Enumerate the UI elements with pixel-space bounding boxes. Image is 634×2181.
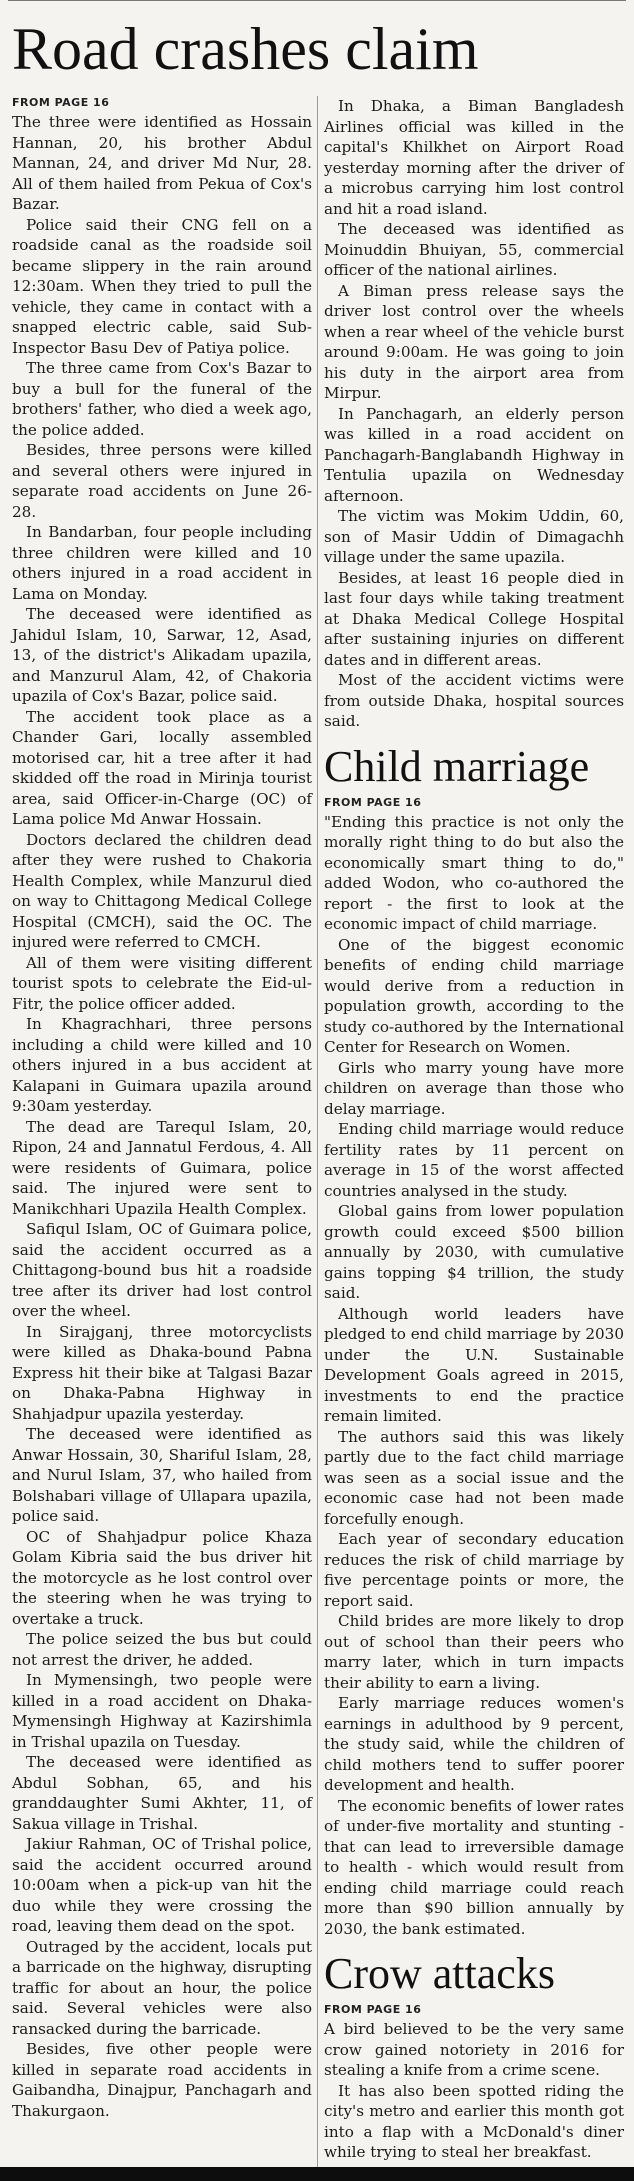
road-article-body: [12, 112, 312, 2121]
paragraph: The police seized the bus but could not arrest the driver, he added.: [12, 1630, 312, 1669]
paragraph: It has also been spotted riding the city's metro and earlier this month got into a flap with a McDonald's diner while trying to steal her breakfast.: [324, 2081, 624, 2161]
paragraph: Outraged by the accident, locals put a barricade on the highway, disrupting traffic for about an hour, the police said. Several vehicles were also ransacked during the barricade.: [12, 1937, 312, 2038]
right-column: [324, 96, 624, 2163]
paragraph: The victim was Mokim Uddin, 60, son of Masir Uddin of Dimagachh village under the same upazila.: [324, 507, 624, 566]
paragraph: All of them were visiting different tourist spots to celebrate the Eid-ul-Fitr, the police officer added.: [12, 953, 312, 1013]
paragraph: The authors said this was likely partly due to the fact child marriage was seen as a social issue and the economic case had not been made forcefully enough.: [324, 1427, 624, 1528]
road-headline: Road crashes claim: [12, 16, 479, 82]
road-kicker: FROM PAGE 16: [12, 96, 110, 109]
paragraph: The deceased were identified as Abdul Sobhan, 65, and his granddaughter Sumi Akhter, 11, of Sakua village in Trishal.: [12, 1753, 312, 1833]
paragraph: Most of the accident victims were from outside Dhaka, hospital sources said.: [324, 671, 624, 730]
road-article-column: [12, 96, 312, 2121]
paragraph: The deceased was identified as Moinuddin Bhuiyan, 55, commercial officer of the national airlines.: [324, 220, 624, 279]
child-marriage-headline: Child marriage: [324, 741, 590, 791]
paragraph: One of the biggest economic benefits of ending child marriage would derive from a reduction in population growth, according to the study co-authored by the International Center for Research on Women.: [324, 935, 624, 1056]
paragraph: Besides, at least 16 people died in last four days while taking treatment at Dhaka Medical College Hospital after sustaining injuries on different dates and in different areas.: [324, 568, 624, 669]
top-rule: [8, 0, 626, 5]
paragraph: The three came from Cox's Bazar to buy a bull for the funeral of the brothers' father, who died a week ago, the police added.: [12, 359, 312, 439]
crow-attacks-body: [324, 2019, 624, 2163]
paragraph: In Dhaka, a Biman Bangladesh Airlines official was killed in the capital's Khilkhet on Airport Road yesterday morning after the driver of a microbus carrying him lost control and hit a road island.: [324, 97, 624, 218]
paragraph: The dead are Tarequl Islam, 20, Ripon, 24 and Jannatul Ferdous, 4. All were residents of Guimara, police said. The injured were sent to Manikchhari Upazila Health Complex.: [12, 1117, 312, 1218]
paragraph: In Mymensingh, two people were killed in a road accident on Dhaka-Mymensingh Highway at Kazirshimla in Trishal upazila on Tuesday.: [12, 1671, 312, 1751]
paragraph: Besides, three persons were killed and several others were injured in separate road accidents on June 26-28.: [12, 441, 312, 521]
paragraph: Child brides are more likely to drop out of school than their peers who marry later, which in turn impacts their ability to earn a living.: [324, 1612, 624, 1692]
paragraph: Although world leaders have pledged to end child marriage by 2030 under the U.N. Sustainable Development Goals agreed in 2015, investments to end the practice remain limited.: [324, 1304, 624, 1425]
paragraph: In Sirajganj, three motorcyclists were killed as Dhaka-bound Pabna Express hit their bike at Talgasi Bazar on Dhaka-Pabna Highway in Shahjadpur upazila yesterday.: [12, 1322, 312, 1423]
paragraph: Each year of secondary education reduces the risk of child marriage by five percentage points or more, the report said.: [324, 1530, 624, 1610]
child-marriage-body: [324, 812, 624, 1940]
paragraph: OC of Shahjadpur police Khaza Golam Kibria said the bus driver hit the motorcycle as he lost control over the steering when he was trying to overtake a truck.: [12, 1527, 312, 1628]
paragraph: The economic benefits of lower rates of under-five mortality and stunting - that can lead to irreversible damage to health - which would result from ending child marriage could reach more than $90 billion annually by 2030, the bank estimated.: [324, 1796, 624, 1938]
paragraph: Safiqul Islam, OC of Guimara police, said the accident occurred as a Chittagong-bound bus hit a roadside tree after its driver had lost control over the wheel.: [12, 1220, 312, 1320]
road-article-continued: [324, 96, 624, 732]
paragraph: The deceased were identified as Anwar Hossain, 30, Shariful Islam, 28, and Nurul Islam, 37, who hailed from Bolshabari village of Ullapara upazila, police said.: [12, 1425, 312, 1525]
paragraph: In Khagrachhari, three persons including a child were killed and 10 others injured in a bus accident at Kalapani in Guimara upazila around 9:30am yesterday.: [12, 1015, 312, 1115]
paragraph: Doctors declared the children dead after they were rushed to Chakoria Health Complex, while Manzurul died on way to Chittagong Medical College Hospital (CMCH), said the OC. The injured were referred to CMCH.: [12, 830, 312, 951]
bottom-bar: [0, 2167, 634, 2181]
paragraph: Jakiur Rahman, OC of Trishal police, said the accident occurred around 10:00am when a pick-up van hit the duo while they were crossing the road, leaving them dead on the spot.: [12, 1835, 312, 1935]
paragraph: The accident took place as a Chander Gari, locally assembled motorised car, hit a tree after it had skidded off the road in Mirinja tourist area, said Officer-in-Charge (OC) of Lama police Md Anwar Hossain.: [12, 707, 312, 828]
child-marriage-kicker: FROM PAGE 16: [324, 795, 422, 809]
paragraph: A bird believed to be the very same crow gained notoriety in 2016 for stealing a knife from a crime scene.: [324, 2020, 624, 2079]
paragraph: In Bandarban, four people including three children were killed and 10 others injured in a road accident in Lama on Monday.: [12, 523, 312, 603]
paragraph: Girls who marry young have more children on average than those who delay marriage.: [324, 1058, 624, 1118]
crow-attacks-kicker: FROM PAGE 16: [324, 2003, 422, 2016]
paragraph: The three were identified as Hossain Hannan, 20, his brother Abdul Mannan, 24, and driver Md Nur, 28. All of them hailed from Pekua of Cox's Bazar.: [12, 113, 312, 213]
paragraph: A Biman press release says the driver lost control over the wheels when a rear wheel of the vehicle burst around 9:00am. He was going to join his duty in the airport area from Mirpur.: [324, 281, 624, 402]
paragraph: "Ending this practice is not only the morally right thing to do but also the economically smart thing to do," added Wodon, who co-authored the report - the first to look at the economic impact of child marriage.: [324, 812, 624, 933]
paragraph: Ending child marriage would reduce fertility rates by 11 percent on average in 15 of the worst affected countries analysed in the study.: [324, 1120, 624, 1200]
paragraph: Early marriage reduces women's earnings in adulthood by 9 percent, the study said, while the children of child mothers tend to suffer poorer development and health.: [324, 1694, 624, 1794]
paragraph: The deceased were identified as Jahidul Islam, 10, Sarwar, 12, Asad, 13, of the district's Alikadam upazila, and Manzurul Alam, 42, of Chakoria upazila of Cox's Bazar, police said.: [12, 605, 312, 705]
paragraph: Besides, five other people were killed in separate road accidents in Gaibandha, Dinajpur, Panchagarh and Thakurgaon.: [12, 2040, 312, 2120]
paragraph: Police said their CNG fell on a roadside canal as the roadside soil became slippery in the rain around 12:30am. When they tried to pull the vehicle, they came in contact with a snapped electric cable, said Sub-Inspector Basu Dev of Patiya police.: [12, 215, 312, 357]
column-divider: [317, 96, 318, 2176]
paragraph: Global gains from lower population growth could exceed $500 billion annually by 2030, with cumulative gains topping $4 trillion, the study said.: [324, 1202, 624, 1302]
crow-attacks-headline: Crow attacks: [324, 1949, 555, 1998]
paragraph: In Panchagarh, an elderly person was killed in a road accident on Panchagarh-Banglabandh Highway in Tentulia upazila on Wednesday afternoon.: [324, 404, 624, 505]
